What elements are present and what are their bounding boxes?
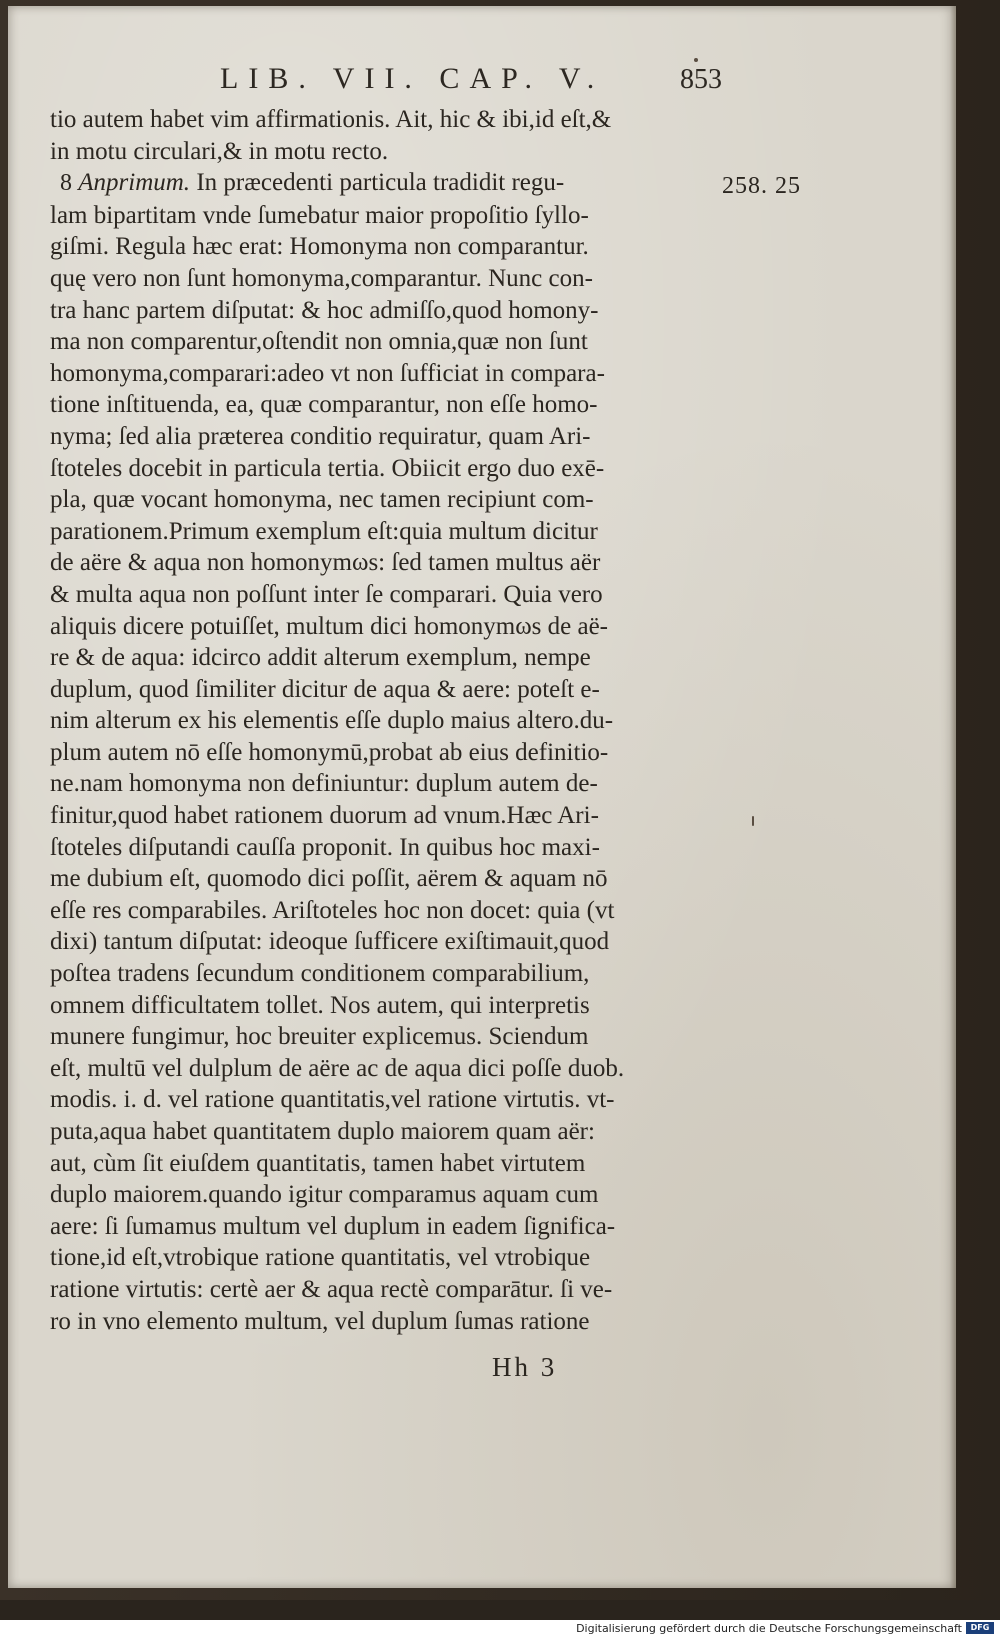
text-line-15: de aëre & aqua non homonymωs: ſed tamen multus aër (50, 549, 601, 577)
text-line-14: parationem.Primum exemplum eſt:quia multum dicitur (50, 517, 598, 545)
text-line-38: ratione virtutis: certè aer & aqua rectè comparātur. ſi ve- (50, 1275, 613, 1303)
paper-speck (694, 58, 698, 62)
text-line-26: eſſe res comparabiles. Ariſtoteles hoc non docet: quia (vt (50, 896, 615, 924)
text-line-30: munere fungimur, hoc breuiter explicemus. Sciendum (50, 1023, 589, 1051)
text-line-2: in motu circulari,& in motu recto. (50, 137, 389, 165)
footer-credit: Digitalisierung gefördert durch die Deutsche Forschungsgemeinschaft (576, 1622, 962, 1635)
text-line-11: nyma; ſed alia præterea conditio requiratur, quam Ari- (50, 422, 591, 450)
text-line-22: ne.nam homonyma non definiuntur: duplum autem de- (50, 770, 598, 798)
text-line-39: ro in vno elemento multum, vel duplum ſumas ratione (50, 1307, 590, 1335)
page-edge-shadow (950, 6, 956, 1588)
text-line-24: ſtoteles diſputandi cauſſa proponit. In quibus hoc maxi- (50, 833, 600, 861)
text-line-5: giſmi. Regula hæc erat: Homonyma non comparantur. (50, 233, 589, 261)
text-line-20: nim alterum ex his elementis eſſe duplo maius altero.du- (50, 707, 614, 735)
text-line-12: ſtoteles docebit in particula tertia. Obiicit ergo duo exē- (50, 454, 605, 482)
dfg-logo-icon: DFG (966, 1622, 994, 1634)
text-line-8: ma non comparentur,oſtendit non omnia,quæ non ſunt (50, 328, 588, 356)
text-line-21: plum autem nō eſſe homonymū,probat ab eius definitio- (50, 738, 609, 766)
running-head: LIB. VII. CAP. V. (220, 62, 605, 95)
text-line-17: aliquis dicere potuiſſet, multum dici homonymωs de aë- (50, 612, 609, 640)
text-line-37: tione,id eſt,vtrobique ratione quantitatis, vel vtrobique (50, 1244, 591, 1272)
text-line-28: poſtea tradens ſecundum conditionem comparabilium, (50, 960, 590, 988)
text-line-27: dixi) tantum diſputat: ideoque ſufficere exiſtimauit,quod (50, 928, 610, 956)
text-line-31: eſt, multū vel dulplum de aëre ac de aqua dici poſſe duob. (50, 1054, 625, 1082)
text-line-33: puta,aqua habet quantitatem duplo maiorem quam aër: (50, 1118, 595, 1145)
text-line-10: tione inſtituenda, ea, quæ comparantur, non eſſe homo- (50, 391, 598, 419)
text-line-13: pla, quæ vocant homonyma, nec tamen recipiunt com- (50, 486, 594, 514)
text-line-32: modis. i. d. vel ratione quantitatis,vel ratione virtutis. vt- (50, 1086, 615, 1114)
lemma-text: In præcedenti particula tradidit regu- (190, 169, 565, 197)
body-text (50, 104, 710, 1337)
paragraph-number: 8 (60, 170, 72, 197)
text-line-23: finitur,quod habet rationem duorum ad vnum.Hæc Ari- (50, 802, 599, 830)
text-line-34: aut, cùm ſit eiuſdem quantitatis, tamen habet virtutem (50, 1149, 586, 1177)
page-number: 853 (680, 64, 722, 95)
text-line-29: omnem difficultatem tollet. Nos autem, qui interpretis (50, 991, 590, 1019)
lemma: Anprimum. (78, 169, 191, 197)
text-line-25: me dubium eſt, quomodo dici poſſit, aërem & aquam nō (50, 865, 608, 893)
text-line-36: aere: ſi ſumamus multum vel duplum in eadem ſignifica- (50, 1212, 616, 1240)
margin-reference: 258. 25 (722, 173, 801, 199)
text-line-35: duplo maiorem.quando igitur comparamus aquam cum (50, 1181, 599, 1209)
paper-speck (752, 816, 754, 826)
numbered-paragraph-start (50, 167, 710, 200)
signature-mark: Hh 3 (492, 1352, 558, 1382)
text-line-7: tra hanc partem diſputat: & hoc admiſſo,quod homony- (50, 296, 599, 324)
text-line-6: quę vero non ſunt homonyma,comparantur. Nunc con- (50, 264, 593, 292)
text-line-16: & multa aqua non poſſunt inter ſe comparari. Quia vero (50, 580, 603, 608)
text-line-19: duplum, quod ſimiliter dicitur de aqua & aere: poteſt e- (50, 675, 600, 703)
text-line-18: re & de aqua: idcirco addit alterum exemplum, nempe (50, 644, 591, 672)
text-line-1: tio autem habet vim affirmationis. Ait, hic & ibi,id eſt,& (50, 106, 612, 133)
text-line-4: lam bipartitam vnde ſumebatur maior propoſitio ſyllo- (50, 201, 589, 229)
text-line-9: homonyma,comparari:adeo vt non ſufficiat in compara- (50, 359, 605, 387)
